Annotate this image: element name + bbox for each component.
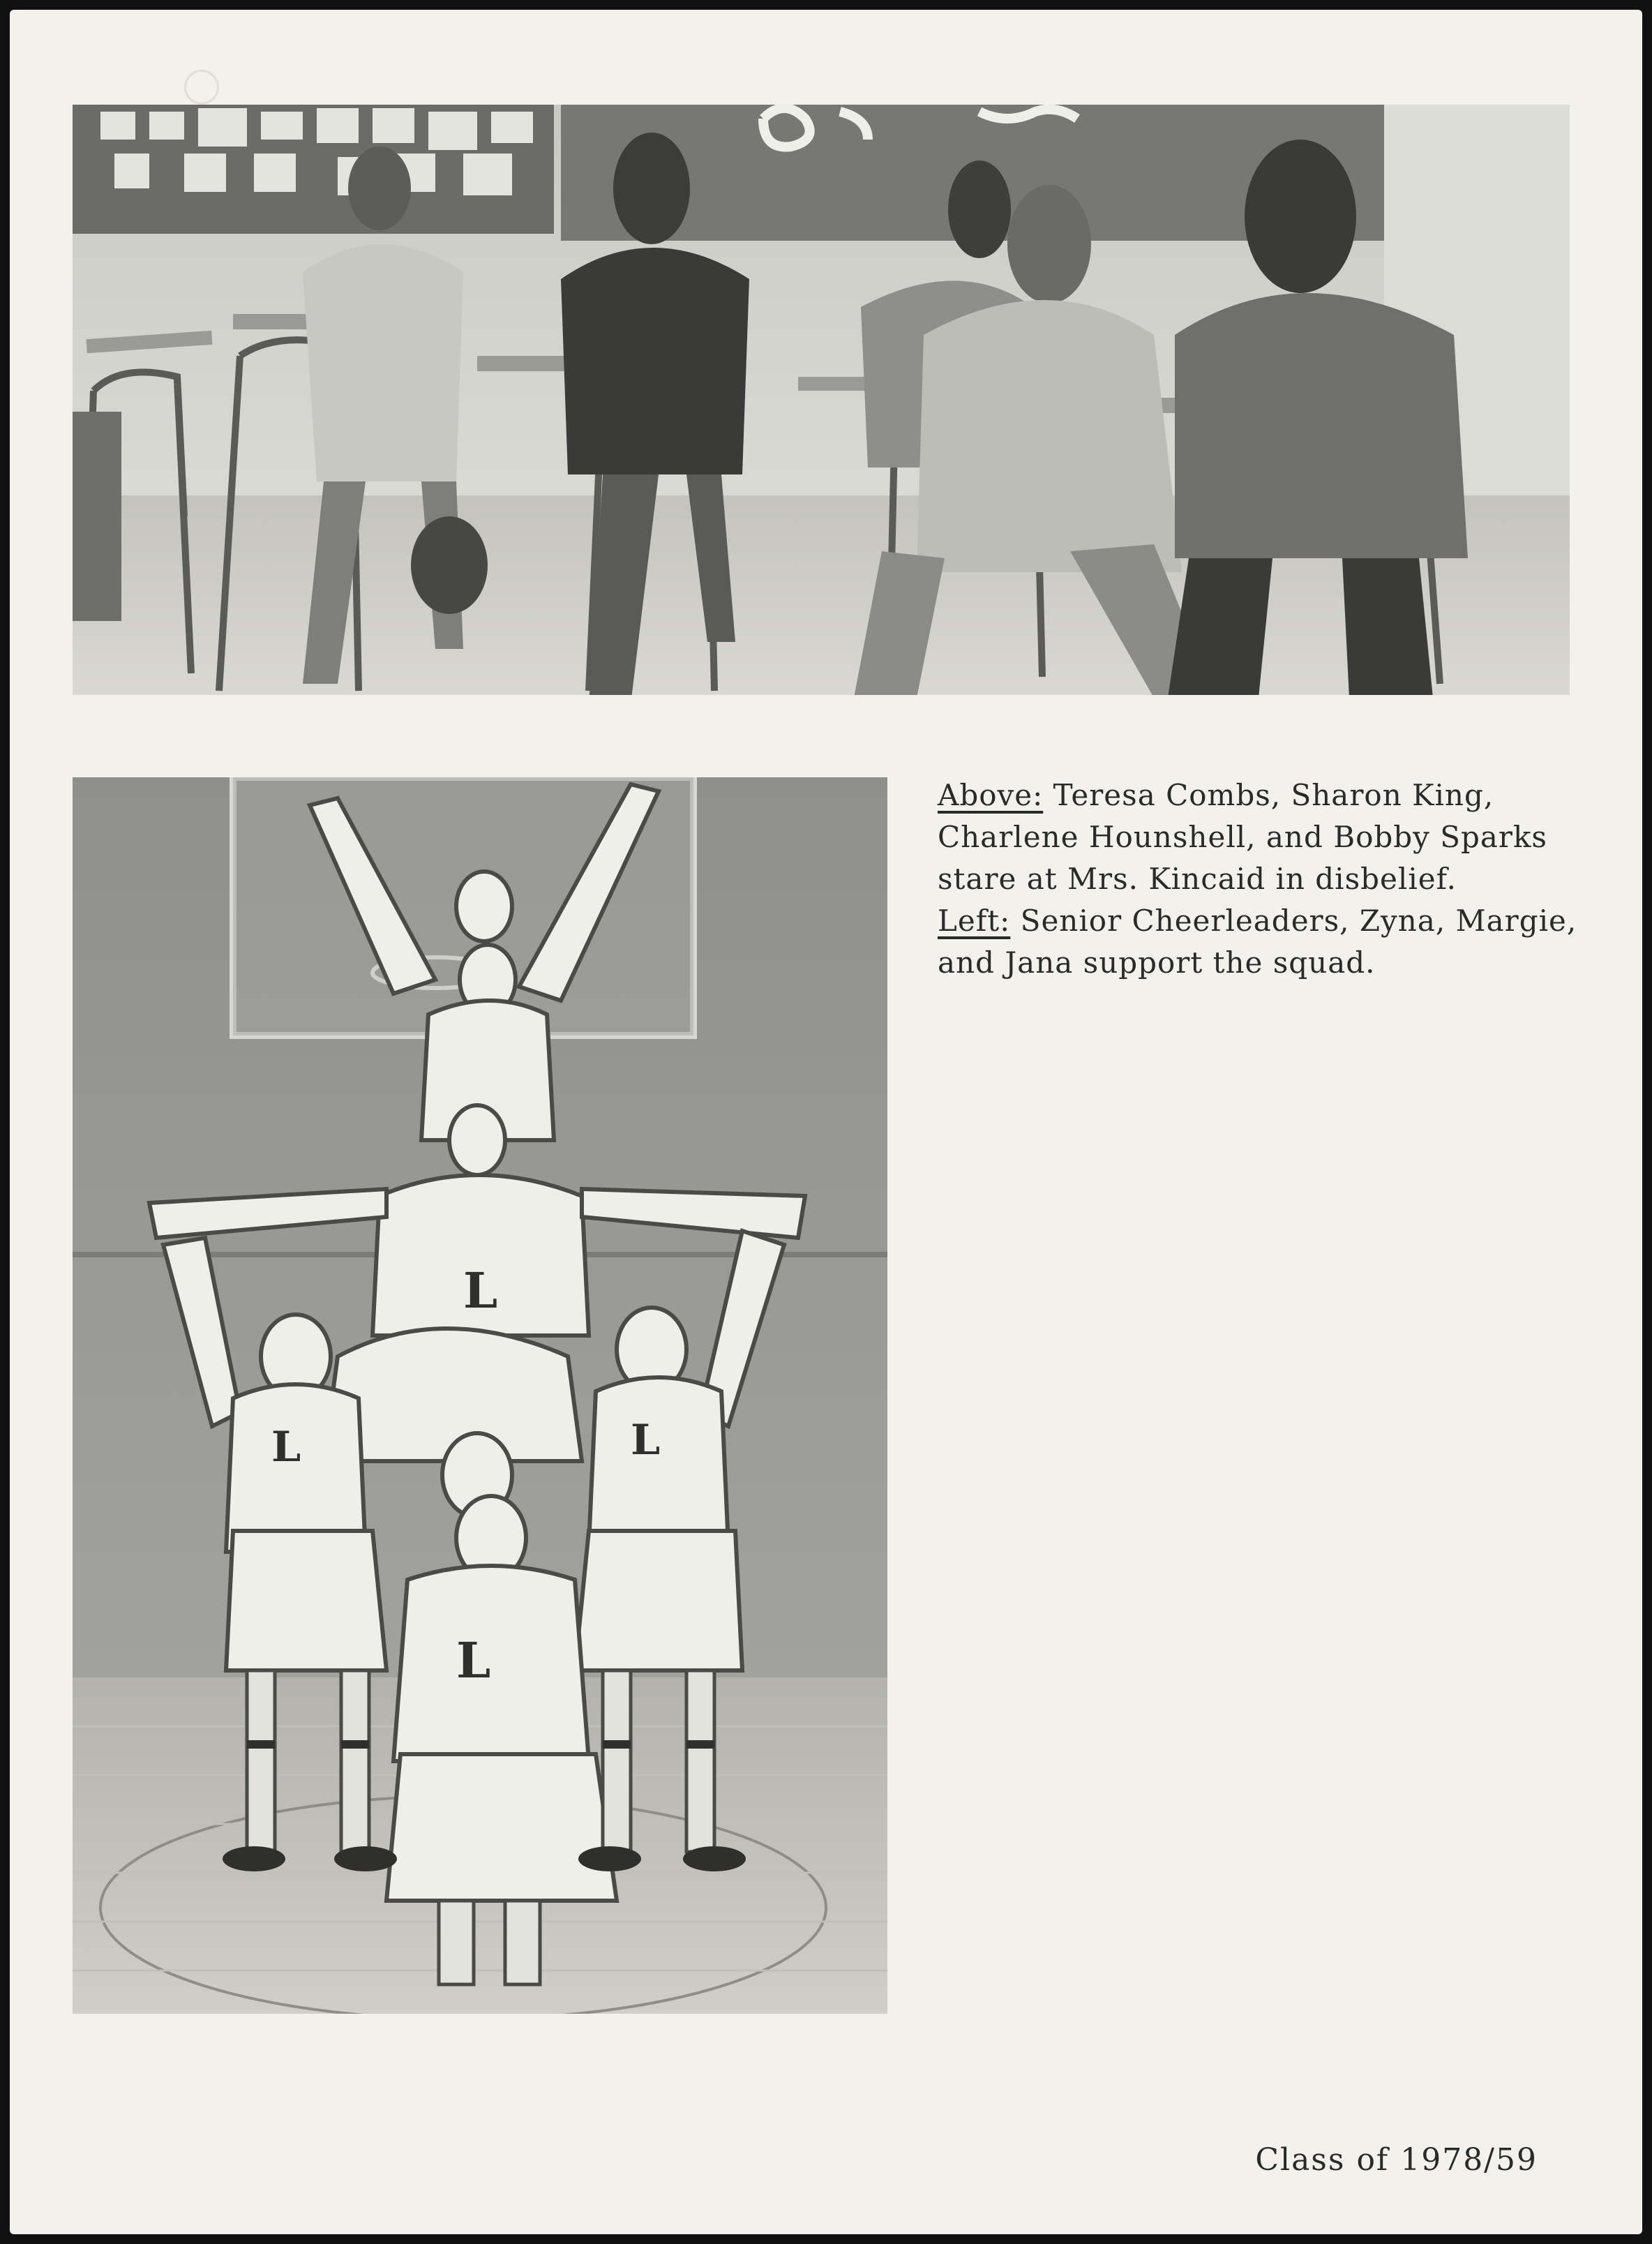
caption-above-lead: Above: bbox=[938, 778, 1044, 812]
caption-above-text: Teresa Combs, Sharon King, Charlene Hounshell, and Bobby Sparks stare at Mrs. Kincaid in disbelief. bbox=[938, 778, 1547, 896]
svg-text:L: L bbox=[271, 1423, 301, 1472]
svg-text:L: L bbox=[456, 1631, 491, 1689]
page-corner-mark bbox=[184, 70, 219, 105]
yearbook-page bbox=[10, 10, 1642, 2234]
caption-above bbox=[938, 775, 1607, 900]
cheerleader-photo-image bbox=[73, 777, 887, 2014]
cheerleader-photo bbox=[73, 777, 887, 2014]
page-folio: Class of 1978/59 bbox=[1255, 2142, 1538, 2178]
caption-left-lead: Left: bbox=[938, 904, 1011, 938]
classroom-photo-image bbox=[73, 105, 1570, 695]
caption-left-text: Senior Cheerleaders, Zyna, Margie, and Jana support the squad. bbox=[938, 904, 1577, 980]
svg-text:L: L bbox=[631, 1416, 661, 1465]
classroom-photo bbox=[73, 105, 1570, 695]
photo-caption bbox=[938, 775, 1607, 984]
caption-left bbox=[938, 900, 1607, 984]
svg-text:L: L bbox=[463, 1262, 498, 1319]
